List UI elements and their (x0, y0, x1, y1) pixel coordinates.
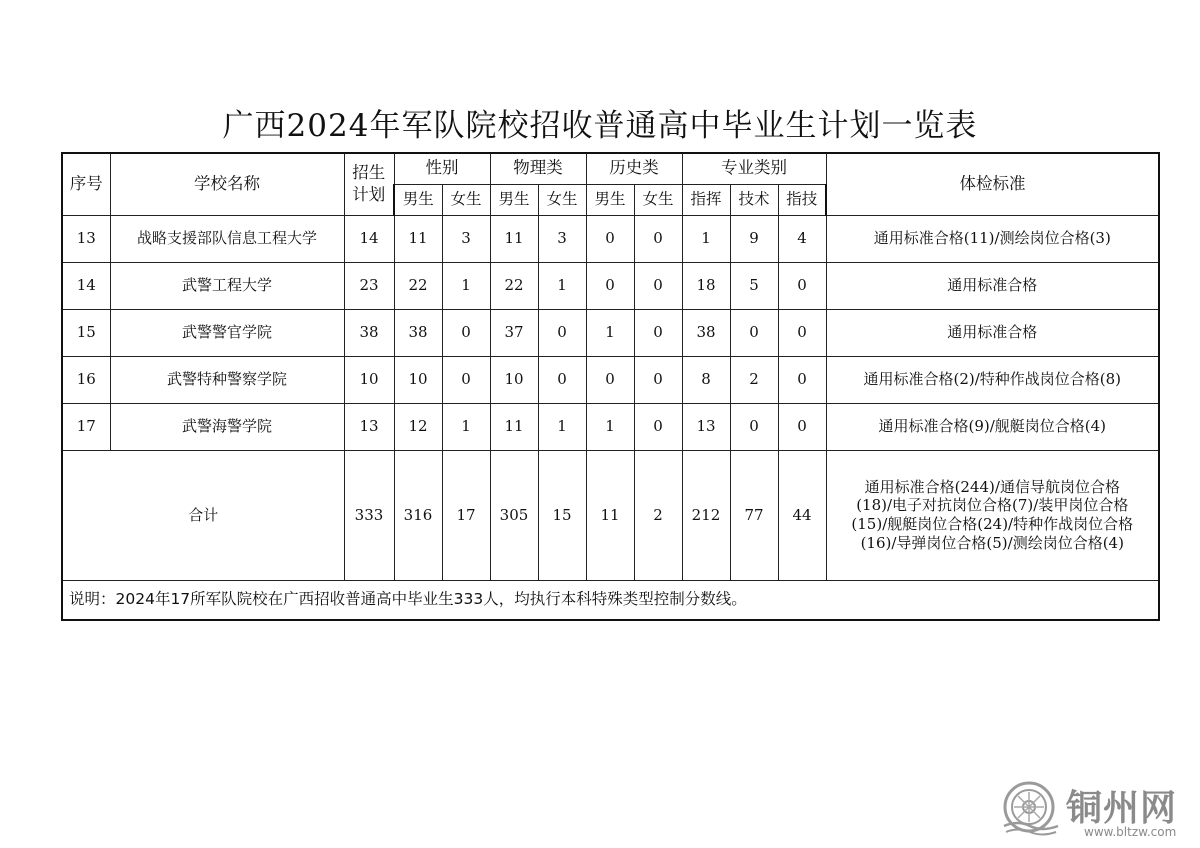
cell-gender-male: 12 (394, 403, 442, 450)
cell-gender-male: 11 (394, 215, 442, 262)
cell-seq: 17 (62, 403, 110, 450)
page-title: 广西2024年军队院校招收普通高中毕业生计划一览表 (222, 108, 978, 144)
total-physics-female: 15 (538, 450, 586, 580)
cell-command: 18 (682, 262, 730, 309)
cell-standard: 通用标准合格(11)/测绘岗位合格(3) (826, 215, 1159, 262)
header-history-female: 女生 (634, 184, 682, 215)
total-gender-male: 316 (394, 450, 442, 580)
cell-history-male: 0 (586, 262, 634, 309)
header-physics: 物理类 (490, 153, 586, 184)
cell-gender-female: 1 (442, 262, 490, 309)
header-standard: 体检标准 (826, 153, 1159, 215)
header-command: 指挥 (682, 184, 730, 215)
cell-physics-female: 3 (538, 215, 586, 262)
cell-physics-male: 11 (490, 403, 538, 450)
cell-history-male: 0 (586, 356, 634, 403)
total-label: 合计 (62, 450, 344, 580)
cell-plan: 14 (344, 215, 394, 262)
note-text: 说明：2024年17所军队院校在广西招收普通高中毕业生333人，均执行本科特殊类型控制分数线。 (62, 580, 1159, 620)
cell-seq: 14 (62, 262, 110, 309)
table-row (62, 262, 1159, 309)
header-tech: 技术 (730, 184, 778, 215)
cell-history-female: 0 (634, 403, 682, 450)
header-gender: 性别 (394, 153, 490, 184)
total-gender-female: 17 (442, 450, 490, 580)
cell-seq: 15 (62, 309, 110, 356)
cell-school: 战略支援部队信息工程大学 (110, 215, 344, 262)
total-standard (826, 450, 1159, 580)
table-row (62, 309, 1159, 356)
cell-physics-female: 1 (538, 262, 586, 309)
header-plan (344, 153, 394, 215)
cell-techcmd: 0 (778, 262, 826, 309)
cell-plan: 13 (344, 403, 394, 450)
cell-techcmd: 0 (778, 403, 826, 450)
cell-tech: 9 (730, 215, 778, 262)
cell-tech: 2 (730, 356, 778, 403)
cell-techcmd: 0 (778, 309, 826, 356)
table-row (62, 403, 1159, 450)
cell-tech: 0 (730, 309, 778, 356)
cell-physics-female: 0 (538, 356, 586, 403)
total-standard-line: (18)/电子对抗岗位合格(7)/装甲岗位合格 (856, 496, 1129, 515)
total-command: 212 (682, 450, 730, 580)
cell-command: 1 (682, 215, 730, 262)
cell-gender-male: 22 (394, 262, 442, 309)
header-gender-male: 男生 (394, 184, 442, 215)
cell-physics-male: 37 (490, 309, 538, 356)
header-seq: 序号 (62, 153, 110, 215)
cell-history-female: 0 (634, 309, 682, 356)
cell-standard: 通用标准合格(2)/特种作战岗位合格(8) (826, 356, 1159, 403)
total-row (62, 450, 1159, 580)
watermark-name: 铜州网 (1066, 787, 1178, 829)
cell-history-female: 0 (634, 215, 682, 262)
cell-physics-male: 22 (490, 262, 538, 309)
cell-standard: 通用标准合格(9)/舰艇岗位合格(4) (826, 403, 1159, 450)
table-row (62, 356, 1159, 403)
total-tech: 77 (730, 450, 778, 580)
cell-history-male: 1 (586, 403, 634, 450)
cell-history-female: 0 (634, 262, 682, 309)
header-physics-female: 女生 (538, 184, 586, 215)
cell-standard: 通用标准合格 (826, 262, 1159, 309)
cell-tech: 0 (730, 403, 778, 450)
total-history-male: 11 (586, 450, 634, 580)
header-techcmd: 指技 (778, 184, 826, 215)
total-standard-line: (16)/导弹岗位合格(5)/测绘岗位合格(4) (860, 533, 1124, 552)
header-history: 历史类 (586, 153, 682, 184)
cell-command: 38 (682, 309, 730, 356)
cell-seq: 16 (62, 356, 110, 403)
cell-plan: 10 (344, 356, 394, 403)
cell-standard: 通用标准合格 (826, 309, 1159, 356)
header-gender-female: 女生 (442, 184, 490, 215)
cell-gender-female: 0 (442, 309, 490, 356)
cell-techcmd: 0 (778, 356, 826, 403)
cell-history-male: 1 (586, 309, 634, 356)
header-school: 学校名称 (110, 153, 344, 215)
cell-physics-female: 0 (538, 309, 586, 356)
total-physics-male: 305 (490, 450, 538, 580)
site-logo-icon (1000, 780, 1062, 838)
cell-school: 武警特种警察学院 (110, 356, 344, 403)
cell-tech: 5 (730, 262, 778, 309)
header-physics-male: 男生 (490, 184, 538, 215)
cell-plan: 38 (344, 309, 394, 356)
cell-history-female: 0 (634, 356, 682, 403)
watermark-url: www.bltzw.com (1084, 825, 1177, 839)
cell-techcmd: 4 (778, 215, 826, 262)
cell-command: 13 (682, 403, 730, 450)
cell-command: 8 (682, 356, 730, 403)
cell-plan: 23 (344, 262, 394, 309)
cell-gender-female: 1 (442, 403, 490, 450)
header-major: 专业类别 (682, 153, 826, 184)
table-row (62, 215, 1159, 262)
cell-seq: 13 (62, 215, 110, 262)
cell-school: 武警警官学院 (110, 309, 344, 356)
total-plan: 333 (344, 450, 394, 580)
cell-gender-female: 0 (442, 356, 490, 403)
cell-gender-female: 3 (442, 215, 490, 262)
cell-gender-male: 38 (394, 309, 442, 356)
cell-history-male: 0 (586, 215, 634, 262)
enrollment-plan-table (61, 152, 1160, 621)
cell-physics-female: 1 (538, 403, 586, 450)
cell-school: 武警海警学院 (110, 403, 344, 450)
header-history-male: 男生 (586, 184, 634, 215)
total-standard-line: (15)/舰艇岗位合格(24)/特种作战岗位合格 (851, 515, 1134, 533)
total-standard-line: 通用标准合格(244)/通信导航岗位合格 (864, 477, 1120, 496)
watermark (1000, 780, 1190, 840)
total-techcmd: 44 (778, 450, 826, 580)
cell-school: 武警工程大学 (110, 262, 344, 309)
header-plan-text: 招生计划 (352, 163, 386, 205)
cell-gender-male: 10 (394, 356, 442, 403)
cell-physics-male: 10 (490, 356, 538, 403)
cell-physics-male: 11 (490, 215, 538, 262)
total-history-female: 2 (634, 450, 682, 580)
